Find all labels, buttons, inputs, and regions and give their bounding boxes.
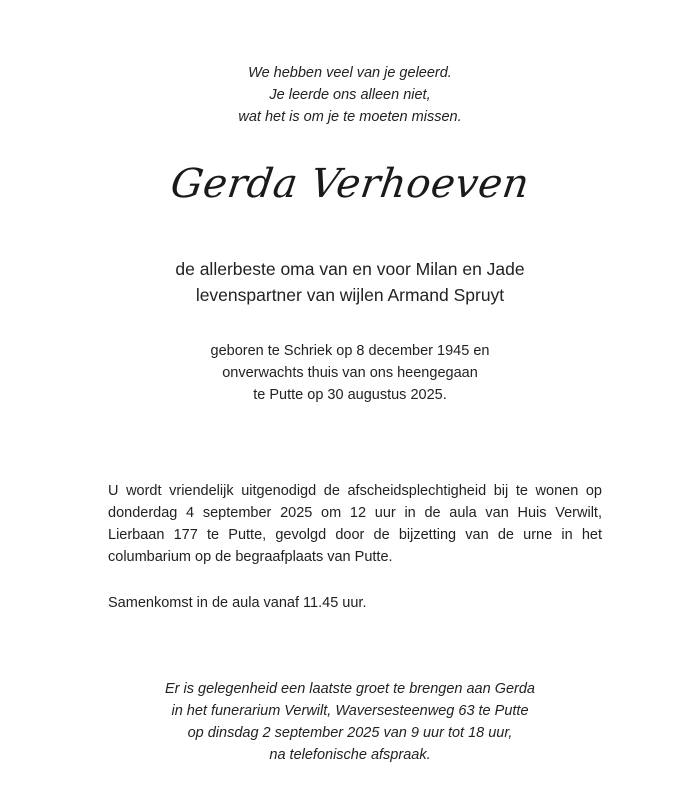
- visitation-line: op dinsdag 2 september 2025 van 9 uur tot 18 uur,: [187, 725, 513, 741]
- dates-line: geboren te Schriek op 8 december 1945 en: [210, 343, 490, 359]
- relation-line: levenspartner van wijlen Armand Spruyt: [195, 285, 505, 305]
- visitation-info: [0, 678, 700, 766]
- gathering-info: Samenkomst in de aula vanaf 11.45 uur.: [108, 595, 367, 611]
- visitation-line: na telefonische afspraak.: [269, 747, 431, 763]
- deceased-name: Gerda Verhoeven: [167, 161, 533, 207]
- dates-line: onverwachts thuis van ons heengegaan: [222, 365, 478, 381]
- visitation-line: in het funerarium Verwilt, Waversesteenweg 63 te Putte: [171, 703, 529, 719]
- family-relations: [0, 256, 700, 308]
- visitation-line: Er is gelegenheid een laatste groet te brengen aan Gerda: [164, 681, 535, 697]
- memorial-quote: [0, 62, 700, 128]
- quote-line: We hebben veel van je geleerd.: [248, 65, 452, 81]
- birth-death-details: [0, 340, 700, 406]
- ceremony-invitation: U wordt vriendelijk uitgenodigd de afscheidsplechtigheid bij te wonen op donderdag 4 september 2025 om 12 uur in de aula van Huis Verwilt, Lierbaan 177 te Putte, gevolgd door de bijzetting van de urne in het columbarium op de begraafplaats van Putte.: [108, 483, 602, 565]
- relation-line: de allerbeste oma van en voor Milan en Jade: [175, 259, 525, 279]
- quote-line: Je leerde ons alleen niet,: [269, 87, 431, 103]
- dates-line: te Putte op 30 augustus 2025.: [253, 387, 447, 403]
- quote-line: wat het is om je te moeten missen.: [238, 109, 462, 125]
